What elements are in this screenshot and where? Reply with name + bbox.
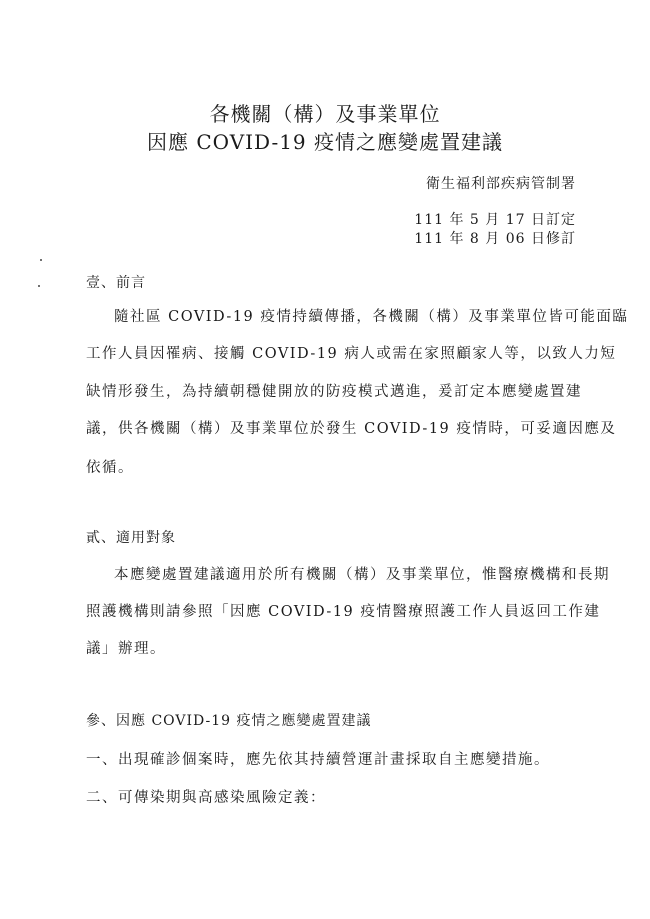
section-heading-scope: 貳、適用對象 [86,530,176,546]
document-title-line-1: 各機關（構）及事業單位 [209,102,441,126]
issuing-agency: 衛生福利部疾病管制署 [426,176,576,192]
date-revised: 111 年 8 月 06 日修訂 [414,231,576,247]
preface-paragraph-line: 缺情形發生，為持續朝穩健開放的防疫模式邁進，爰訂定本應變處置建 [86,384,582,400]
scope-paragraph-line: 照護機構則請參照「因應 COVID-19 疫情醫療照護工作人員返回工作建 [86,604,601,620]
preface-paragraph-line: 工作人員因罹病、接觸 COVID-19 病人或需在家照顧家人等，以致人力短 [86,346,617,362]
document-title-line-2: 因應 COVID-19 疫情之應變處置建議 [146,130,504,154]
section-heading-recommendations: 參、因應 COVID-19 疫情之應變處置建議 [86,713,372,729]
section-heading-preface: 壹、前言 [86,275,146,291]
recommendation-item: 一、出現確診個案時，應先依其持續營運計畫採取自主應變措施。 [86,752,550,768]
preface-paragraph-line: 依循。 [86,460,134,476]
preface-paragraph-line: 隨社區 COVID-19 疫情持續傳播，各機關（構）及事業單位皆可能面臨 [114,309,629,325]
scan-speck [40,259,42,261]
recommendation-item: 二、可傳染期與高感染風險定義： [86,790,326,806]
date-established: 111 年 5 月 17 日訂定 [414,212,576,228]
scan-speck [38,285,40,287]
preface-paragraph-line: 議，供各機關（構）及事業單位於發生 COVID-19 疫情時，可妥適因應及 [86,421,617,437]
scope-paragraph-line: 本應變處置建議適用於所有機關（構）及事業單位，惟醫療機構和長期 [114,567,610,583]
scope-paragraph-line: 議」辦理。 [86,641,166,657]
